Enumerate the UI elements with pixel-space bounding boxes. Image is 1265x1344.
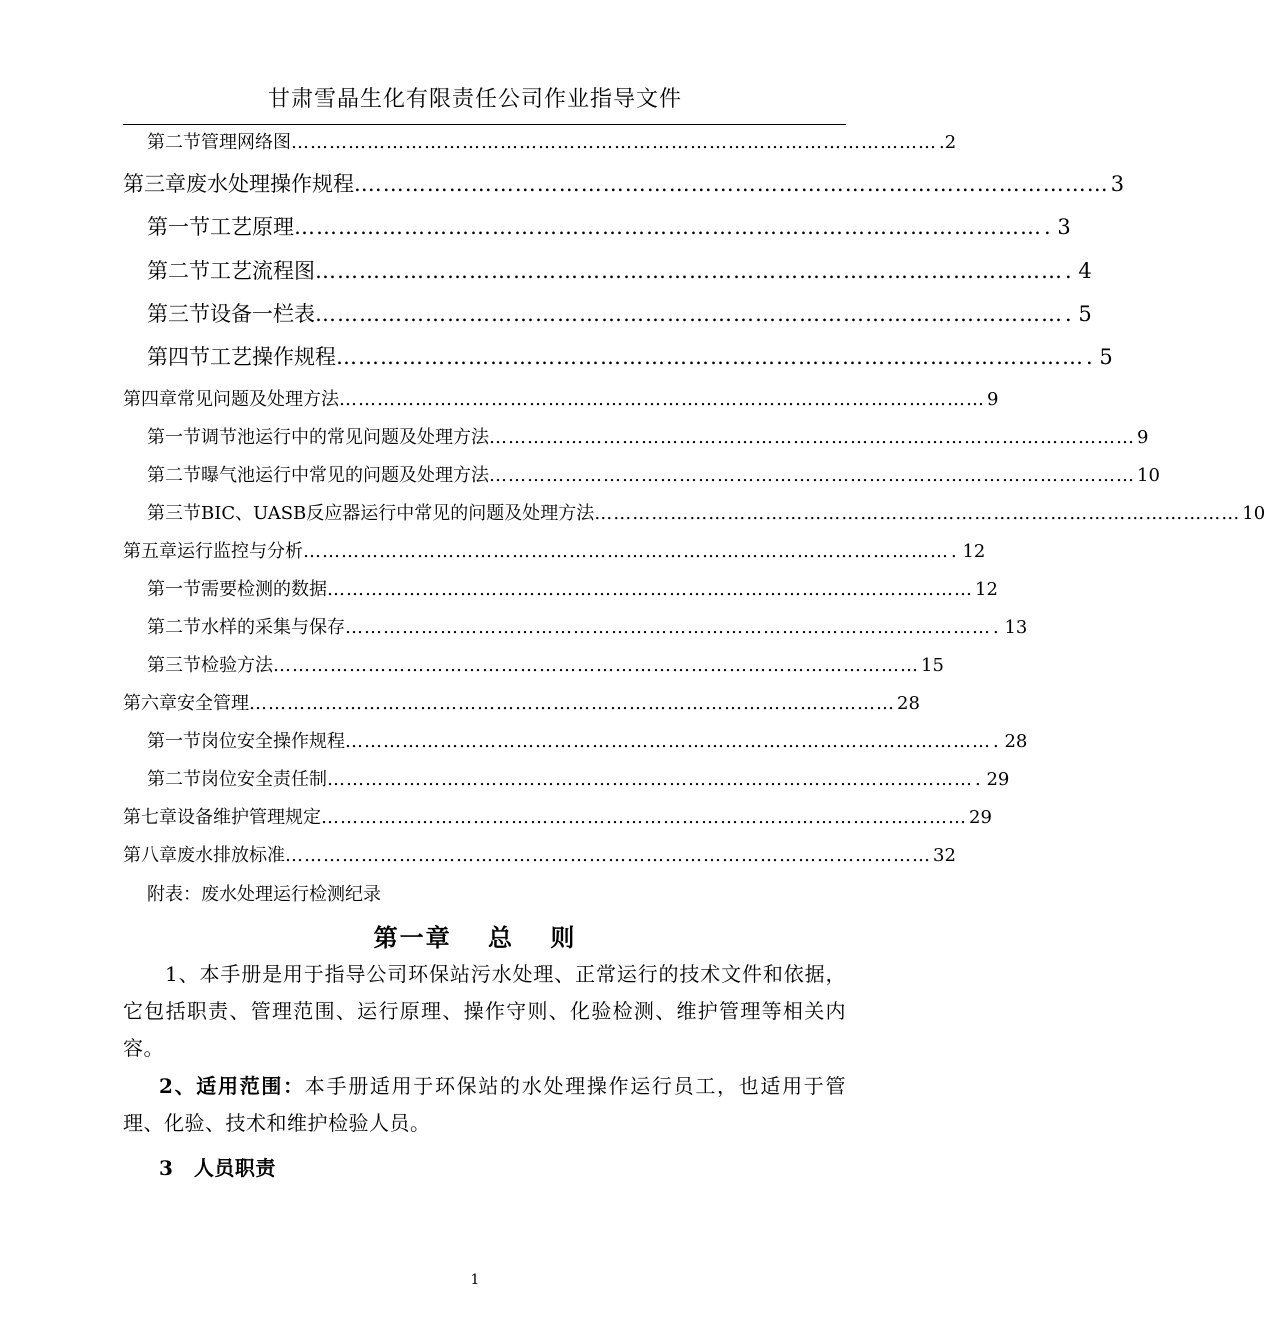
toc-entry bbox=[147, 211, 1071, 241]
toc-section-number: 第二节 bbox=[147, 259, 210, 283]
toc-page-number: 9 bbox=[1137, 427, 1149, 448]
toc-entry bbox=[123, 168, 1125, 198]
toc-appendix-entry: 附表：废水处理运行检测纪录 bbox=[147, 884, 381, 905]
toc-chapter-number: 第七章 bbox=[123, 807, 177, 828]
toc-entry bbox=[123, 841, 956, 867]
toc-leader: ………………………………………………………………………………………… bbox=[345, 731, 991, 752]
toc-leader: ………………………………………………………………………………………… bbox=[294, 215, 1042, 239]
toc-page-number: 28 bbox=[897, 693, 920, 714]
toc-chapter-title: 设备维护管理规定 bbox=[177, 807, 321, 828]
toc-page-number: . 4 bbox=[1065, 259, 1092, 283]
toc-page-number: 29 bbox=[969, 807, 992, 828]
toc-section-title: 水样的采集与保存 bbox=[201, 617, 345, 638]
scope-text: 本手册适用于环保站的水处理操作运行员工，也适用于管理、化验、技术和维护检验人员。 bbox=[123, 1074, 847, 1135]
toc-leader: ………………………………………………………………………………………… bbox=[339, 389, 985, 410]
toc-entry bbox=[147, 575, 998, 601]
toc-chapter-number: 第五章 bbox=[123, 541, 177, 562]
header-rule bbox=[123, 124, 846, 125]
toc-section-title: 需要检测的数据 bbox=[201, 579, 327, 600]
toc-section-number: 第一节 bbox=[147, 215, 210, 239]
toc-page-number: . 13 bbox=[993, 617, 1028, 638]
heading-staff-duties: 3 人员职责 bbox=[159, 1156, 276, 1180]
toc-section-title: BIC、UASB反应器运行中常见的问题及处理方法 bbox=[201, 503, 595, 524]
toc-entry bbox=[123, 803, 992, 829]
toc-page-number: 10 bbox=[1137, 465, 1160, 486]
toc-section-title: 岗位安全操作规程 bbox=[201, 731, 345, 752]
toc-section-title: 岗位安全责任制 bbox=[201, 769, 327, 790]
document-header: 甘肃雪晶生化有限责任公司作业指导文件 bbox=[267, 87, 682, 112]
toc-chapter-number: 第八章 bbox=[123, 845, 177, 866]
toc-leader: ………………………………………………………………………………………… bbox=[327, 769, 973, 790]
toc-page-number: 3 bbox=[1110, 172, 1125, 196]
toc-leader: ………………………………………………………………………………………… bbox=[249, 693, 895, 714]
paragraph-scope bbox=[123, 1068, 846, 1142]
toc-page-number: . 5 bbox=[1065, 302, 1092, 326]
toc-page-number: 32 bbox=[933, 845, 956, 866]
toc-entry bbox=[123, 385, 999, 411]
toc-leader: ………………………………………………………………………………………… bbox=[489, 465, 1135, 486]
toc-leader: ………………………………………………………………………………………… bbox=[291, 132, 937, 153]
toc-section-number: 第四节 bbox=[147, 345, 210, 369]
toc-page-number: . 12 bbox=[951, 541, 986, 562]
toc-page-number: . 3 bbox=[1044, 215, 1071, 239]
toc-section-number: 第一节 bbox=[147, 427, 201, 448]
toc-section-number: 第二节 bbox=[147, 617, 201, 638]
toc-section-title: 检验方法 bbox=[201, 655, 273, 676]
toc-page-number: 15 bbox=[921, 655, 944, 676]
toc-page-number: 9 bbox=[987, 389, 999, 410]
toc-chapter-title: 废水处理操作规程. bbox=[186, 172, 361, 196]
toc-entry bbox=[147, 765, 1010, 791]
toc-section-number: 第三节 bbox=[147, 503, 201, 524]
toc-entry bbox=[147, 255, 1092, 285]
toc-section-title: 曝气池运行中常见的问题及处理方法 bbox=[201, 465, 489, 486]
toc-section-number: 第二节 bbox=[147, 769, 201, 790]
toc-section-number: 第二节 bbox=[147, 465, 201, 486]
toc-entry bbox=[123, 689, 920, 715]
toc-entry bbox=[147, 341, 1113, 371]
toc-entry bbox=[147, 499, 1265, 525]
toc-page-number: 12 bbox=[975, 579, 998, 600]
toc-section-number: 第一节 bbox=[147, 731, 201, 752]
toc-leader: ………………………………………………………………………………………… bbox=[321, 807, 967, 828]
toc-leader: ………………………………………………………………………………………… bbox=[345, 617, 991, 638]
toc-chapter-title: 常见问题及处理方法 bbox=[177, 389, 339, 410]
toc-leader: ………………………………………………………………………………………… bbox=[336, 345, 1084, 369]
toc-chapter-title: 安全管理 bbox=[177, 693, 249, 714]
toc-leader: ………………………………………………………………………………………… bbox=[327, 579, 973, 600]
toc-page-number: . 28 bbox=[993, 731, 1028, 752]
toc-section-title: 管理网络图 bbox=[201, 132, 291, 153]
toc-section-title: 工艺流程图 bbox=[210, 259, 315, 283]
toc-leader: ………………………………………………………………………………………… bbox=[303, 541, 949, 562]
toc-leader: ………………………………………………………………………………………… bbox=[489, 427, 1135, 448]
toc-chapter-number: 第四章 bbox=[123, 389, 177, 410]
toc-leader: ………………………………………………………………………………………… bbox=[315, 302, 1063, 326]
toc-entry bbox=[147, 727, 1028, 753]
toc-leader: ………………………………………………………………………………………… bbox=[594, 503, 1241, 524]
toc-entry bbox=[147, 128, 957, 154]
page-number: 1 bbox=[470, 1272, 480, 1288]
toc-section-number: 第三节 bbox=[147, 655, 201, 676]
toc-chapter-title: 运行监控与分析 bbox=[177, 541, 303, 562]
toc-section-number: 第三节 bbox=[147, 302, 210, 326]
toc-chapter-number: 第三章 bbox=[123, 172, 186, 196]
scope-label: 2、适用范围： bbox=[159, 1074, 305, 1098]
toc-section-title: 设备一栏表 bbox=[210, 302, 315, 326]
toc-entry bbox=[123, 537, 986, 563]
toc-chapter-number: 第六章 bbox=[123, 693, 177, 714]
toc-leader: ………………………………………………………………………………………… bbox=[315, 259, 1063, 283]
toc-entry bbox=[147, 613, 1028, 639]
paragraph-purpose: 1、本手册是用于指导公司环保站污水处理、正常运行的技术文件和依据，它包括职责、管理范围、运行原理、操作守则、化验检测、维护管理等相关内容。 bbox=[123, 962, 846, 1060]
toc-entry bbox=[147, 298, 1092, 328]
toc-page-number: .2 bbox=[939, 132, 957, 153]
toc-page-number: . 5 bbox=[1086, 345, 1113, 369]
toc-entry bbox=[147, 461, 1160, 487]
toc-section-number: 第一节 bbox=[147, 579, 201, 600]
toc-section-title: 调节池运行中的常见问题及处理方法 bbox=[201, 427, 489, 448]
toc-entry bbox=[147, 423, 1149, 449]
toc-page-number: 10 bbox=[1242, 503, 1265, 524]
chapter-title: 第一章 总 则 bbox=[373, 923, 577, 952]
toc-entry bbox=[147, 651, 944, 677]
toc-page-number: . 29 bbox=[975, 769, 1010, 790]
toc-section-number: 第二节 bbox=[147, 132, 201, 153]
toc-section-title: 工艺原理 bbox=[210, 215, 294, 239]
toc-leader: ………………………………………………………………………………………… bbox=[273, 655, 919, 676]
toc-chapter-title: 废水排放标准 bbox=[177, 845, 285, 866]
toc-section-title: 工艺操作规程 bbox=[210, 345, 336, 369]
toc-leader: ………………………………………………………………………………………… bbox=[285, 845, 931, 866]
toc-leader: ………………………………………………………………………………………… bbox=[360, 172, 1109, 196]
